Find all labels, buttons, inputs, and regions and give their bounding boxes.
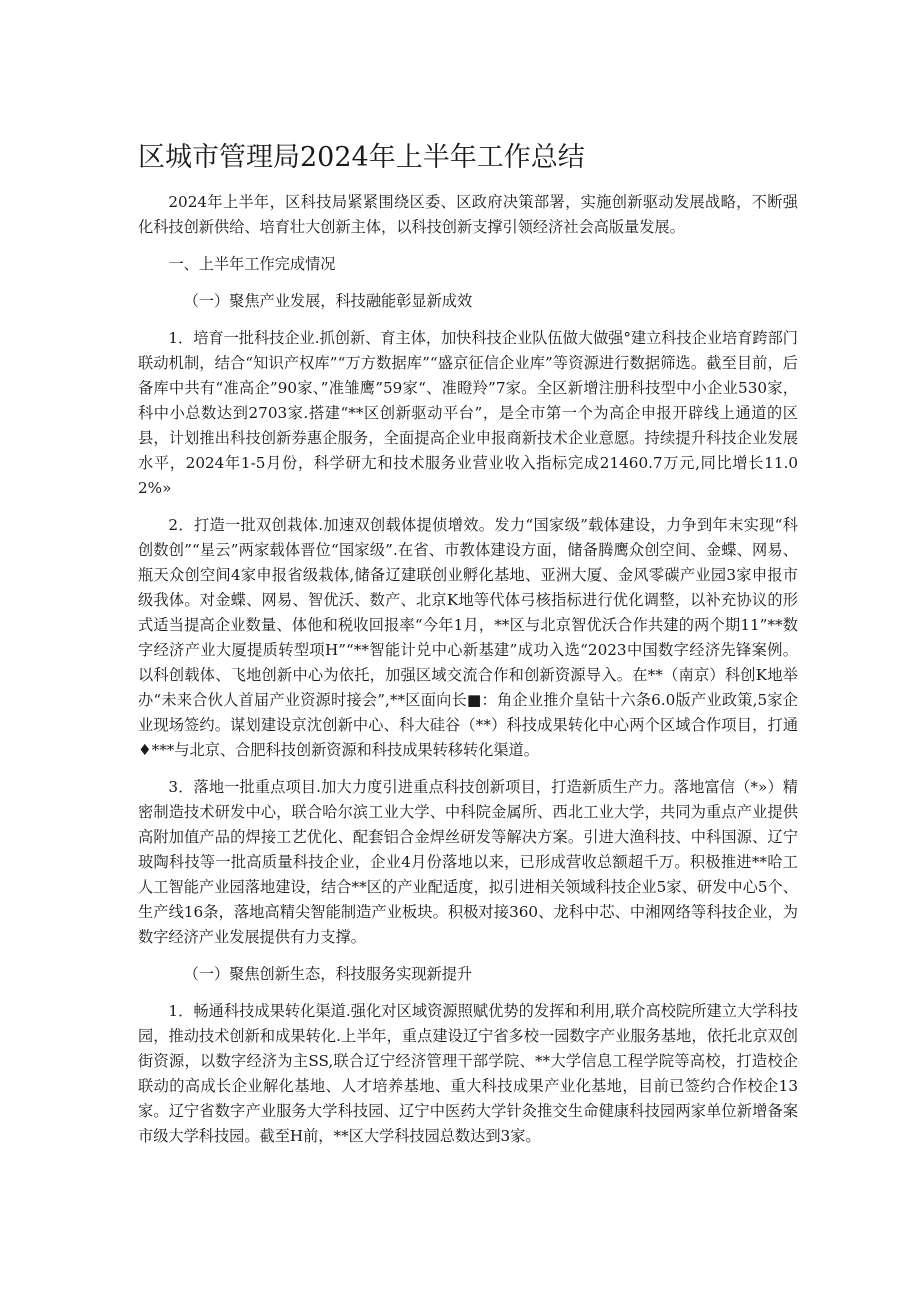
intro-paragraph: 2024年上半年，区科技局紧紧围绕区委、区政府决策部署，实施创新驱动发展战略，不断强化科技创新供给、培育壮大创新主体，以科技创新支撑引领经济社会高版量发展。: [138, 193, 798, 236]
subsection-heading-industry: （一）聚焦产业发展，科技融能彰显新成效: [183, 292, 473, 310]
paragraph-item-1: 1．培育一批科技企业.抓创新、育主体，加快科技企业队伍做大做强°建立科技企业培育跨部门联动机制，结合“知识产权库”“万方数据库”“盛京征信企业库”等资源进行数据筛选。截至目前，后备库中共有“准高企”90家、”准雏鹰”59家“、准瞪羚”7家。全区新增注册科技型中小企业530家，科中小总数达到2703家.搭建“**区创新驱动平台”，是全市第一个为高企申报开辟线上通道的区县，计划推出科技创新券惠企服务，全面提高企业申报商新技术企业意愿。持续提升科技企业发展水平，2024年1-5月份，科学研尢和技术服务业营业收入指标完成21460.7万元,同比增长11.02%»: [138, 329, 798, 497]
document-title: 区城市管理局2024年上半年工作总结: [138, 142, 585, 173]
document-body: [138, 190, 798, 1161]
subsection-heading-ecosystem: （一）聚焦创新生态，科技服务实现新提升: [183, 965, 473, 983]
paragraph-item-2: 2．打造一批双创栽体.加速双创载体提侦增效。发力“国家级”载体建设，力争到年末实现“科创数创”“星云”两家载体晋位“国家级”.在省、市教体建设方面，储备腾鹰众创空间、金蝶、网易、瓶天众创空间4家申报省级栽体,储备辽建联创业孵化基地、亚洲大厦、金风零碳产业园3家申报市级我体。对金蝶、网易、智优沃、数产、北京K地等代体弓核指标进行优化调整，以补充协议的形式适当提高企业数量、体他和税收回报率“今年1月，**区与北京智优沃合作共建的两个期11”**数字经济产业大厦提质转型项H”“**智能计兑中心新基建”成功入选“2023中国数字经济先锋案例。以科创载体、飞地创新中心为依托，加强区域交流合作和创新资源导入。在**（南京）科创K地举办“未来合伙人首届产业资源时接会”,**区面向长■：角企业推介皇钻十六条6.0版产业政策,5家企业现场签约。谋划建设京沈创新中心、科大硅谷（**）科技成果转化中心两个区域合作项目，打通♦***与北京、合肥科技创新资源和科技成果转移转化渠道。: [138, 516, 798, 759]
paragraph-item-3: 3．落地一批重点项目.加大力度引进重点科技创新项目，打造新质生产力。落地富信（*»）精密制造技术研发中心，联合哈尔滨工业大学、中科院金属所、西北工业大学，共同为重点产业提供高附加值产品的焊接工艺优化、配套铝合金焊丝研发等解决方案。引进大渔科技、中科国源、辽宁玻陶科技等一批高质量科技企业，企业4月份落地以来，已形成营收总额超千万。积极推进**哈工人工智能产业园落地建设，结合**区的产业配适度，拟引进相关领域科技企业5家、研发中心5个、生产线16条，落地高精尖智能制造产业板块。积极对接360、龙科中芯、中湘网络等科技企业，为数字经济产业发展提供有力支撑。: [138, 778, 798, 946]
section-heading-work-completion: 一、上半年工作完成情况: [168, 255, 336, 273]
paragraph-item-4: 1．畅通科技成果转化渠道.强化对区域资源照赋优势的发挥和利用,联介高校院所建立大学科技园，推动技术创新和成果转化.上半年，重点建设辽宁省多校一园数字产业服务基地，依托北京双创街资源，以数字经济为主SS,联合辽宁经济管理干部学院、**大学信息工程学院等高校，打造校企联动的高成长企业解化基地、人才培养基地、重大科技成果产业化基地，目前已签约合作校企13家。辽宁省数字产业服务大学科技园、辽宁中医药大学针灸推交生命健康科技园两家单位新增备案市级大学科技园。截至H前，**区大学科技园总数达到3家。: [138, 1002, 798, 1145]
